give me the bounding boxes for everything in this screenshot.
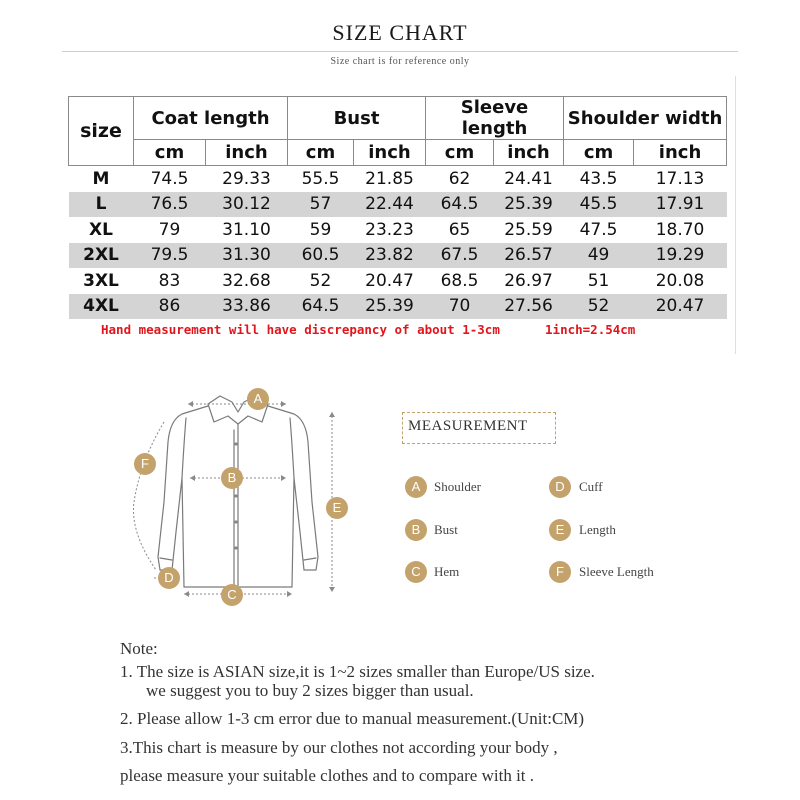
value-cell: 24.41	[504, 168, 553, 189]
value-cell: 52	[309, 270, 332, 291]
unit-header: inch	[354, 140, 426, 166]
value-cell: 21.85	[365, 168, 414, 189]
size-cell: XL	[89, 219, 113, 240]
value-cell: 27.56	[494, 294, 564, 320]
unit-header: inch	[634, 140, 727, 166]
table-row	[69, 268, 727, 294]
size-table	[68, 96, 727, 319]
legend-marker-f: F	[549, 561, 571, 583]
legend-marker-e: E	[549, 519, 571, 541]
value-cell: 67.5	[426, 243, 494, 269]
table-header-row	[69, 97, 727, 140]
value-cell: 22.44	[354, 192, 426, 218]
group-header-coat-length: Coat length	[134, 97, 288, 140]
value-cell: 33.86	[206, 294, 288, 320]
value-cell: 65	[448, 219, 471, 240]
legend-label-hem: Hem	[434, 564, 460, 579]
size-cell: 2XL	[69, 243, 134, 269]
value-cell: 83	[158, 270, 181, 291]
value-cell: 49	[564, 243, 634, 269]
marker-a: A	[247, 388, 269, 410]
legend-marker-a: A	[405, 476, 427, 498]
marker-f: F	[134, 453, 156, 475]
note-line-1b: we suggest you to buy 2 sizes bigger than usual.	[146, 681, 474, 700]
unit-header: cm	[426, 140, 494, 166]
value-cell: 76.5	[134, 192, 206, 218]
unit-header: inch	[206, 140, 288, 166]
value-cell: 25.59	[504, 219, 553, 240]
value-cell: 20.47	[634, 294, 727, 320]
value-cell: 17.13	[655, 168, 705, 189]
value-cell: 70	[426, 294, 494, 320]
group-header-bust: Bust	[288, 97, 426, 140]
value-cell: 52	[564, 294, 634, 320]
size-cell: M	[92, 168, 110, 189]
value-cell: 32.68	[222, 270, 271, 291]
shirt-diagram	[120, 382, 360, 612]
notes-heading: Note:	[120, 639, 158, 658]
value-cell: 23.23	[365, 219, 414, 240]
legend-label-sleeve-length: Sleeve Length	[579, 564, 654, 579]
note-line-4: please measure your suitable clothes and to compare with it .	[120, 766, 535, 785]
page-title: SIZE CHART	[332, 20, 468, 45]
value-cell: 60.5	[288, 243, 354, 269]
table-row	[69, 217, 727, 243]
marker-b: B	[221, 467, 243, 489]
legend-marker-d: D	[549, 476, 571, 498]
value-cell: 20.08	[655, 270, 705, 291]
measurement-warning: Hand measurement will have discrepancy of about 1-3cm 1inch=2.54cm	[101, 322, 636, 337]
value-cell: 26.97	[504, 270, 553, 291]
value-cell: 25.39	[354, 294, 426, 320]
value-cell: 23.82	[354, 243, 426, 269]
value-cell: 79	[158, 219, 181, 240]
marker-d: D	[158, 567, 180, 589]
value-cell: 47.5	[579, 219, 618, 240]
table-row	[69, 166, 727, 192]
value-cell: 55.5	[301, 168, 340, 189]
value-cell: 20.47	[365, 270, 414, 291]
note-line-1: 1. The size is ASIAN size,it is 1~2 sizes smaller than Europe/US size.	[120, 662, 595, 681]
value-cell: 26.57	[494, 243, 564, 269]
value-cell: 51	[587, 270, 610, 291]
value-cell: 17.91	[634, 192, 727, 218]
value-cell: 68.5	[440, 270, 479, 291]
legend-marker-c: C	[405, 561, 427, 583]
unit-header: cm	[288, 140, 354, 166]
legend-label-cuff: Cuff	[579, 479, 603, 494]
value-cell: 64.5	[426, 192, 494, 218]
right-divider	[735, 76, 736, 354]
value-cell: 30.12	[206, 192, 288, 218]
size-cell: 3XL	[83, 270, 119, 291]
legend-marker-b: B	[405, 519, 427, 541]
unit-header: cm	[134, 140, 206, 166]
legend-label-length: Length	[579, 522, 616, 537]
value-cell: 62	[448, 168, 471, 189]
note-line-3: 3.This chart is measure by our clothes not according your body ,	[120, 738, 558, 757]
value-cell: 19.29	[634, 243, 727, 269]
value-cell: 79.5	[134, 243, 206, 269]
value-cell: 25.39	[494, 192, 564, 218]
group-header-shoulder-width: Shoulder width	[564, 97, 727, 140]
value-cell: 18.70	[655, 219, 705, 240]
table-unit-row	[69, 140, 727, 166]
value-cell: 59	[309, 219, 332, 240]
shirt-illustration	[120, 382, 360, 612]
note-line-2: 2. Please allow 1-3 cm error due to manual measurement.(Unit:CM)	[120, 709, 585, 728]
value-cell: 86	[134, 294, 206, 320]
measurement-title: MEASUREMENT	[408, 418, 528, 434]
size-column-header: size	[69, 97, 134, 166]
marker-e: E	[326, 497, 348, 519]
table-row	[69, 294, 727, 320]
value-cell: 64.5	[288, 294, 354, 320]
unit-header: cm	[564, 140, 634, 166]
table-row	[69, 192, 727, 218]
legend-label-shoulder: Shoulder	[434, 479, 481, 494]
marker-c: C	[221, 584, 243, 606]
value-cell: 31.10	[222, 219, 271, 240]
value-cell: 43.5	[579, 168, 618, 189]
table-row	[69, 243, 727, 269]
legend-label-bust: Bust	[434, 522, 458, 537]
page-subtitle: Size chart is for reference only	[330, 56, 470, 67]
value-cell: 45.5	[564, 192, 634, 218]
table-body	[69, 166, 727, 320]
size-cell: L	[69, 192, 134, 218]
value-cell: 74.5	[150, 168, 189, 189]
unit-header: inch	[494, 140, 564, 166]
title-divider	[62, 51, 738, 52]
value-cell: 29.33	[222, 168, 271, 189]
group-header-sleeve-length: Sleeve length	[426, 97, 564, 140]
size-cell: 4XL	[69, 294, 134, 320]
value-cell: 57	[288, 192, 354, 218]
value-cell: 31.30	[206, 243, 288, 269]
